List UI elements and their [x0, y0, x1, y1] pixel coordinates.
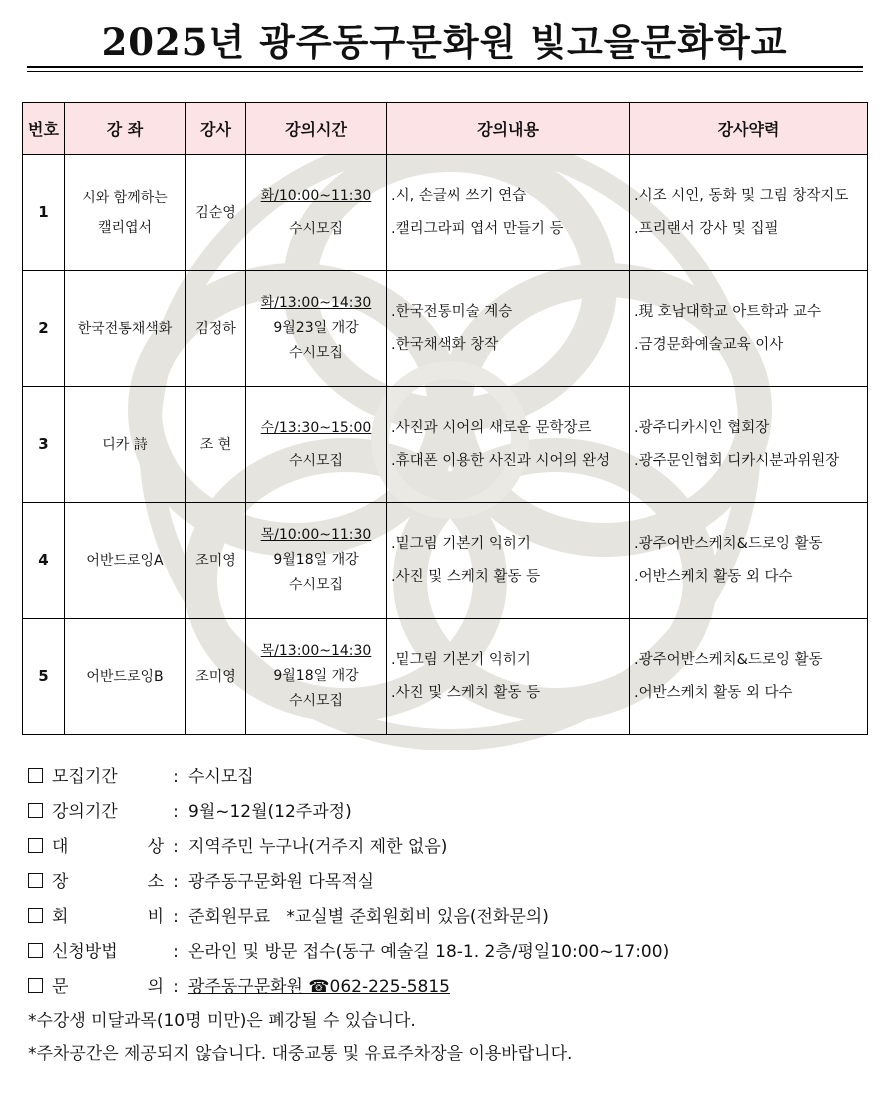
checkbox-square-icon — [28, 943, 43, 958]
lecture-content: .한국전통미술 계승 .한국채색화 창작 — [387, 271, 630, 387]
row-number: 5 — [23, 619, 65, 735]
info-item-recruit-period: 모집기간 : 수시모집 — [28, 760, 868, 795]
title-underline — [27, 66, 863, 68]
course-name: 어반드로잉B — [65, 619, 186, 735]
header-schedule: 강의시간 — [246, 103, 387, 155]
header-content: 강의내용 — [387, 103, 630, 155]
course-name: 디카 詩 — [65, 387, 186, 503]
schedule: 수/13:30~15:00 수시모집 — [246, 387, 387, 503]
instructor-career: .現 호남대학교 아트학과 교수 .금경문화예술교육 이사 — [630, 271, 868, 387]
course-name: 한국전통채색화 — [65, 271, 186, 387]
table-row — [23, 503, 868, 619]
info-item-fee: 회 비 : 준회원무료 *교실별 준회원회비 있음(전화문의) — [28, 900, 868, 935]
course-table — [22, 102, 868, 735]
page-title: 2025년 광주동구문화원 빛고을문화학교 — [101, 20, 788, 64]
info-item-location: 장 소 : 광주동구문화원 다목적실 — [28, 865, 868, 900]
instructor-name: 조미영 — [186, 619, 246, 735]
schedule: 목/10:00~11:30 9월18일 개강 수시모집 — [246, 503, 387, 619]
course-name: 어반드로잉A — [65, 503, 186, 619]
lecture-content: .밑그림 기본기 익히기 .사진 및 스케치 활동 등 — [387, 619, 630, 735]
table-row — [23, 155, 868, 271]
row-number: 1 — [23, 155, 65, 271]
schedule: 화/13:00~14:30 9월23일 개강 수시모집 — [246, 271, 387, 387]
lecture-content: .사진과 시어의 새로운 문학장르 .휴대폰 이용한 사진과 시어의 완성 — [387, 387, 630, 503]
course-name: 시와 함께하는 캘리엽서 — [65, 155, 186, 271]
table-row — [23, 271, 868, 387]
row-number: 3 — [23, 387, 65, 503]
note-parking: *주차공간은 제공되지 않습니다. 대중교통 및 유료주차장을 이용바랍니다. — [28, 1044, 573, 1064]
schedule: 화/10:00~11:30 수시모집 — [246, 155, 387, 271]
info-section — [28, 760, 868, 1071]
info-item-target: 대 상 : 지역주민 누구나(거주지 제한 없음) — [28, 830, 868, 865]
instructor-career: .시조 시인, 동화 및 그림 창작지도 .프리랜서 강사 및 집필 — [630, 155, 868, 271]
note-cancellation: *수강생 미달과목(10명 미만)은 폐강될 수 있습니다. — [28, 1011, 416, 1031]
checkbox-square-icon — [28, 908, 43, 923]
row-number: 2 — [23, 271, 65, 387]
instructor-career: .광주디카시인 협회장 .광주문인협회 디카시분과위원장 — [630, 387, 868, 503]
checkbox-square-icon — [28, 803, 43, 818]
instructor-name: 조미영 — [186, 503, 246, 619]
table-row — [23, 387, 868, 503]
instructor-career: .광주어반스케치&드로잉 활동 .어반스케치 활동 외 다수 — [630, 619, 868, 735]
instructor-name: 김순영 — [186, 155, 246, 271]
instructor-name: 김정하 — [186, 271, 246, 387]
checkbox-square-icon — [28, 978, 43, 993]
info-item-lecture-period: 강의기간 : 9월~12월(12주과정) — [28, 795, 868, 830]
title-underline-thin — [27, 71, 863, 72]
checkbox-square-icon — [28, 873, 43, 888]
header-career: 강사약력 — [630, 103, 868, 155]
info-item-inquiry: 문 의 : 광주동구문화원 ☎062-225-5815 — [28, 970, 868, 1005]
row-number: 4 — [23, 503, 65, 619]
instructor-name: 조 현 — [186, 387, 246, 503]
header-number: 번호 — [23, 103, 65, 155]
lecture-content: .밑그림 기본기 익히기 .사진 및 스케치 활동 등 — [387, 503, 630, 619]
table-row — [23, 619, 868, 735]
lecture-content: .시, 손글씨 쓰기 연습 .캘리그라피 엽서 만들기 등 — [387, 155, 630, 271]
table-header-row — [23, 103, 868, 155]
instructor-career: .광주어반스케치&드로잉 활동 .어반스케치 활동 외 다수 — [630, 503, 868, 619]
checkbox-square-icon — [28, 838, 43, 853]
checkbox-square-icon — [28, 768, 43, 783]
header-instructor: 강사 — [186, 103, 246, 155]
inquiry-contact: 광주동구문화원 ☎062-225-5815 — [188, 977, 450, 997]
header-course: 강 좌 — [65, 103, 186, 155]
schedule: 목/13:00~14:30 9월18일 개강 수시모집 — [246, 619, 387, 735]
info-item-application: 신청방법 : 온라인 및 방문 접수(동구 예술길 18-1. 2층/평일10:00~17:00) — [28, 935, 868, 970]
